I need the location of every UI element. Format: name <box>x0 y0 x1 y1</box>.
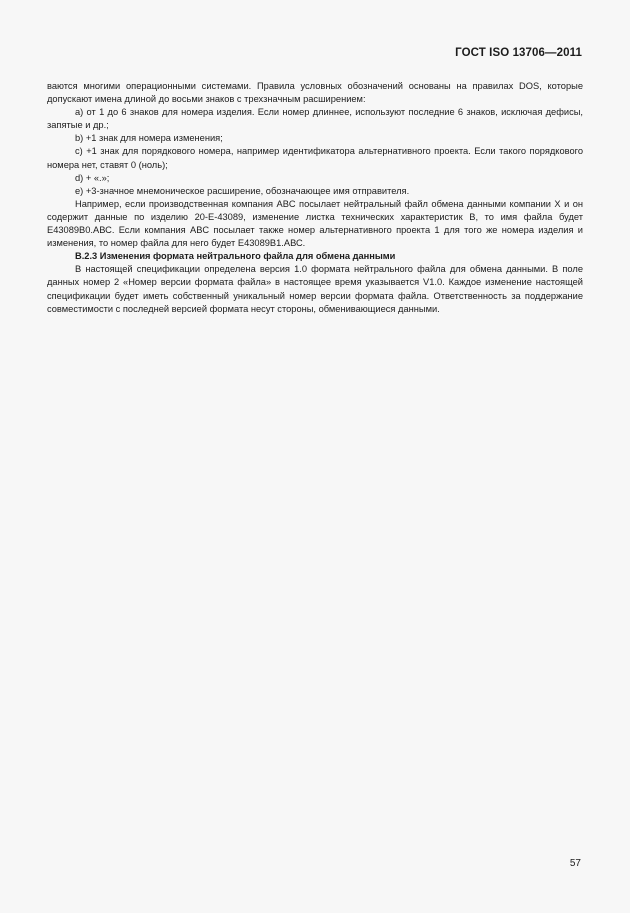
paragraph-intro: ваются многими операционными системами. Правила условных обозначений основаны на правилах DOS, которые допускают имена длиной до восьми знаков с трехзначным расширением: <box>47 81 583 105</box>
paragraph-version: В настоящей спецификации определена версия 1.0 формата нейтрального файла для обмена данными. В поле данных номер 2 «Номер версии формата файла» в настоящее время указывается V1.0. Каждое изменение настоящей спецификации будет иметь собственный уникальный номер версии формата файла. Ответственность за поддержание совместимости с последней версией формата несут стороны, обменивающиеся данными. <box>47 264 583 314</box>
list-item-d: d) + «.»; <box>75 172 110 183</box>
document-header: ГОСТ ISO 13706—2011 <box>455 47 582 59</box>
list-item-c: с) +1 знак для порядкового номера, например идентификатора альтернативного проекта. Если такого порядкового номера нет, ставят 0 (ноль); <box>47 146 583 170</box>
paragraph-example: Например, если производственная компания ABC посылает нейтральный файл обмена данными компании X и он содержит данные по изделию 20-Е-43089, изменение листка технических характеристик В, то имя файла будет Е43089В0.АВС. Если компания ABC посылает также номер альтернативного проекта 1 для того же номера изделия и изменения, то номер файла для него будет Е43089В1.АВС. <box>47 198 583 249</box>
list-item-a: а) от 1 до 6 знаков для номера изделия. Если номер длиннее, используют последние 6 знаков, исключая дефисы, запятые и др.; <box>47 107 583 131</box>
list-item-e: е) +3-значное мнемоническое расширение, обозначающее имя отправителя. <box>75 185 410 196</box>
section-heading: В.2.3 Изменения формата нейтрального файла для обмена данными <box>75 251 396 262</box>
document-body <box>47 80 583 316</box>
page-number: 57 <box>569 858 581 869</box>
list-item-b: b) +1 знак для номера изменения; <box>75 133 223 144</box>
